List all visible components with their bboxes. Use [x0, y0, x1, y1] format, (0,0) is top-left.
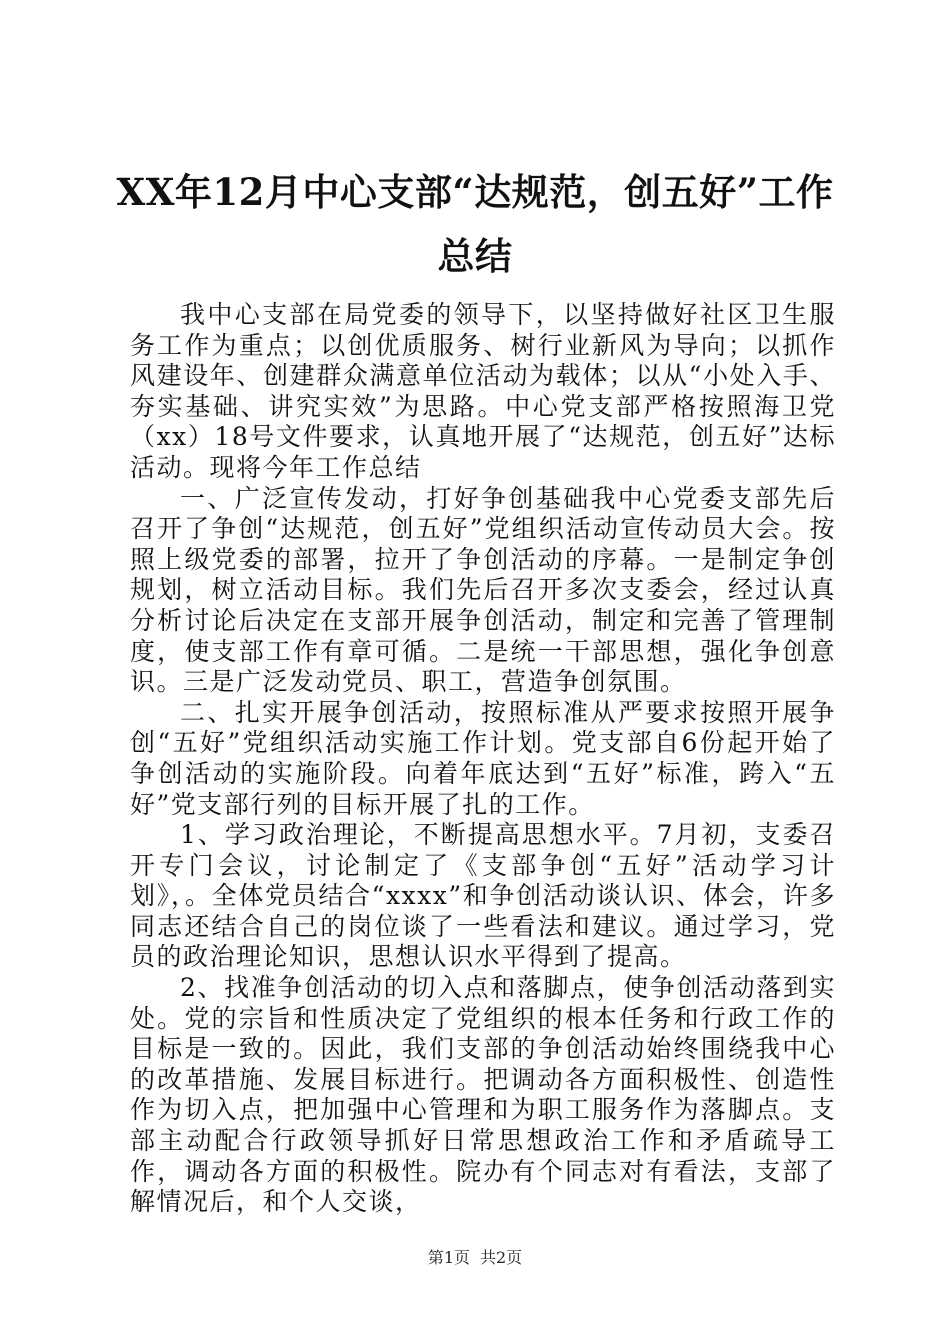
document-body: [130, 300, 836, 1218]
title-line-2: 总结: [437, 234, 513, 278]
paragraph-item-1: 1、学习政治理论，不断提高思想水平。7月初，支委召开专门会议，讨论制定了《支部争创“五好”活动学习计划》，。全体党员结合“xxxx”和争创活动谈认识、体会，许多同志还结合自己的岗位谈了一些看法和建议。通过学习，党员的政治理论知识，思想认识水平得到了提高。: [130, 820, 836, 972]
paragraph-section-1: 一、广泛宣传发动，打好争创基础我中心党委支部先后召开了争创“达规范，创五好”党组织活动宣传动员大会。按照上级党委的部署，拉开了争创活动的序幕。一是制定争创规划，树立活动目标。我们先后召开多次支委会，经过认真分析讨论后决定在支部开展争创活动，制定和完善了管理制度，使支部工作有章可循。二是统一干部思想，强化争创意识。三是广泛发动党员、职工，营造争创氛围。: [130, 483, 836, 697]
paragraph-item-2: 2、找准争创活动的切入点和落脚点，使争创活动落到实处。党的宗旨和性质决定了党组织的根本任务和行政工作的目标是一致的。因此，我们支部的争创活动始终围绕我中心的改革措施、发展目标进行。把调动各方面积极性、创造性作为切入点，把加强中心管理和为职工服务作为落脚点。支部主动配合行政领导抓好日常思想政治工作和矛盾疏导工作，调动各方面的积极性。院办有个同志对有看法，支部了解情况后，和个人交谈，: [130, 973, 836, 1217]
paragraph-section-2: 二、扎实开展争创活动，按照标准从严要求按照开展争创“五好”党组织活动实施工作计划。党支部自6份起开始了争创活动的实施阶段。向着年底达到“五好”标准，跨入“五好”党支部行列的目标开展了扎的工作。: [130, 697, 836, 819]
document-title: [110, 160, 840, 288]
title-line-1: XX年12月中心支部“达规范，创五好”工作: [116, 170, 834, 214]
page-footer: [0, 1245, 950, 1268]
paragraph-intro: 我中心支部在局党委的领导下，以坚持做好社区卫生服务工作为重点；以创优质服务、树行业新风为导向；以抓作风建设年、创建群众满意单位活动为载体；以从“小处入手、夯实基础、讲究实效”为思路。中心党支部严格按照海卫党（xx）18号文件要求，认真地开展了“达规范，创五好”达标活动。现将今年工作总结: [130, 300, 836, 482]
page-total: 共2页: [480, 1248, 523, 1267]
page-number: 第1页: [427, 1248, 470, 1267]
